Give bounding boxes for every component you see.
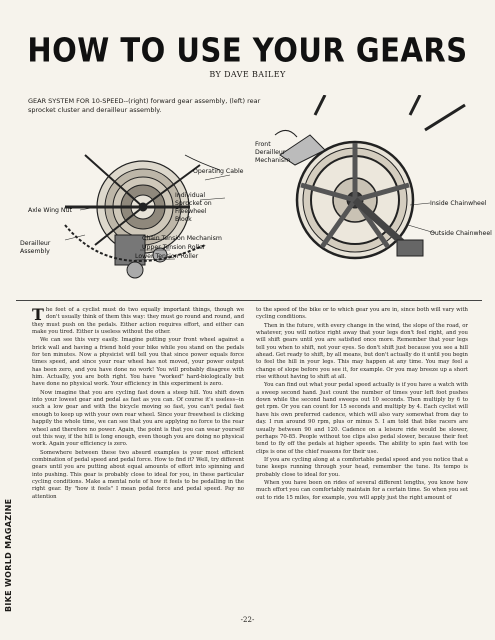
paragraph-text: he feet of a cyclist must do two equally important things, though we don't usually think of them this way: they must go round and round, and they must push on the pedals. Either action requires effort, and either can make you tired. Either is useless without the other. xyxy=(32,307,244,336)
drop-cap: T xyxy=(32,305,44,324)
label-axle-wing-nut: Axle Wing Nut xyxy=(28,207,72,214)
label-individual-sprocket-3: Freewheel xyxy=(175,208,207,215)
label-individual-sprocket-1: Individual xyxy=(175,192,206,199)
label-lower-roller: Lower Tension Roller xyxy=(135,253,199,260)
paragraph xyxy=(32,307,244,336)
paragraph: Somewhere between these two absurd examples is your most efficient combination of pedal speed and pedal force. How to find it? Well, try different gears until you are putting about equal amounts of effort into spinning and into pushing. This gear is probably close to ideal for you, in these particular cycling conditions. Make a mental note of how it feels to be pedalling in the right gear. By "how it feels" I mean pedal force and pedal speed. Pay no attention xyxy=(32,449,244,500)
page-number: -22- xyxy=(240,616,255,624)
gear-system-figure xyxy=(20,95,492,293)
magazine-name-vertical: BIKE WORLD MAGAZINE xyxy=(4,498,13,612)
label-individual-sprocket-4: Block xyxy=(175,216,192,223)
paragraph: Now imagine that you are cycling fast down a steep hill. You shift down into your lowest gear and pedal as fast as you can. Of course it's useless--in such a low gear and with the bicycle moving so fast, you can't pedal fast enough to keep up with your own rear wheel. Since your freewheel is clicking happily the whole time, we can see that you are applying no force to the rear wheel and therefore no power. Again, the point is that you can wear yourself out this way, if the hill is long enough, even though you are doing no physical work. Again your efficiency is zero. xyxy=(32,389,244,448)
body-column-left xyxy=(32,307,244,502)
label-rear-derailleur-2: Assembly xyxy=(20,248,50,255)
label-operating-cable: Operating Cable xyxy=(193,168,244,175)
paragraph: You can find out what your pedal speed actually is if you have a watch with a sweep second hand. Just count the number of times your left foot pushes down while the second hand sweeps out 10 seconds. Then multiply by 6 to get rpm. Or you can count for 15 seconds and multiply by 4. Each cyclist will have his own preferred cadence, which will also vary somewhat from day to day. I run around 90 rpm, plus or minus 5. I am told that bike racers are usually between 90 and 120. Cadence on a leisure ride would be slower, perhaps 70-85. People without toe clips also pedal slower, because their feet tend to fly off the pedals at higher speeds. The ability to spin fast with toe clips is one of the chief reasons for their use. xyxy=(256,382,468,455)
label-inside-chainwheel: Inside Chainwheel xyxy=(430,200,487,207)
label-front-derailleur-1: Front xyxy=(255,141,271,148)
paragraph: We can see this very easily. Imagine putting your front wheel against a brick wall and having a friend hold your bike while you stand on the pedals for ten minutes. Now a physicist will tell you that since power equals force times speed, and since your rear wheel has not moved, your power output has been zero, and you have done no work! You will probably disagree with him. Actually, you are both right. You have "worked" hard-biologically but have done no physical work. Your efficiency in this experiment is zero. xyxy=(32,337,244,388)
label-front-derailleur-2: Derailleur xyxy=(255,149,286,156)
label-upper-roller: Upper Tension Roller xyxy=(142,244,206,251)
label-chain-tension: Chain Tension Mechanism xyxy=(142,235,222,242)
paragraph: If you are cycling along at a comfortable pedal speed and you notice that a tune keeps running through your head, remember the tune. Its tempo is probably close to ideal for you. xyxy=(256,456,468,478)
paragraph: Then in the future, with every change in the wind, the slope of the road, or whatever, you will notice right away that your legs don't feel right, and you will shift gears until you are satisfied once more. Remember that your legs tell you when to shift, not your eyes. So don't shift just because you see a hill ahead. Get ready to shift, by all means, but don't actually do it until you begin to feel the hill in your legs. This may happen at any time. You may feel a change of slope before you see it, for example. Or you may breeze up a short rise without having to shift at all. xyxy=(256,322,468,381)
label-outside-chainwheel: Outside Chainwheel xyxy=(430,230,492,237)
label-individual-sprocket-2: Sprocket on xyxy=(175,200,212,207)
article-byline: BY DAVE BAILEY xyxy=(209,70,286,79)
paragraph: to the speed of the bike or to which gear you are in, since both will vary with cycling conditions. xyxy=(256,307,468,321)
label-rear-derailleur-1: Derailleur xyxy=(20,240,51,247)
body-column-right xyxy=(256,307,468,503)
article-title: HOW TO USE YOUR GEARS xyxy=(27,30,468,70)
section-divider xyxy=(16,300,482,301)
label-front-derailleur-3: Mechanism xyxy=(255,157,291,164)
paragraph: When you have been on rides of several different lengths, you know how much effort you can comfortably maintain for a certain time. So when you set out to ride 15 miles, for example, you will apply just the right amount of xyxy=(256,479,468,501)
gear-illustration xyxy=(25,95,480,293)
figure-caption: GEAR SYSTEM FOR 10-SPEED--(right) forward gear assembly, (left) rear sprocket cluster and derailleur assembly. xyxy=(28,97,261,114)
